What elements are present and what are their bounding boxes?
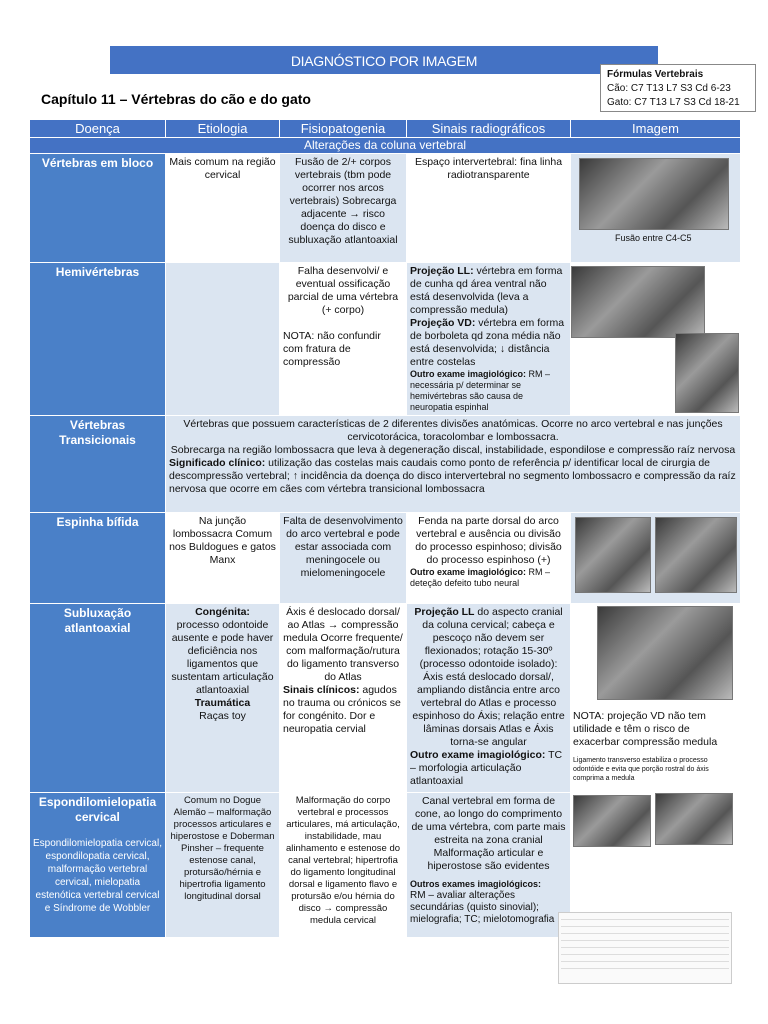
chapter-title: Capítulo 11 – Vértebras do cão e do gato: [41, 91, 311, 107]
header-etiologia: Etiologia: [166, 120, 279, 137]
row-espondilo-imagem: [571, 793, 740, 913]
row-bloco-etiologia: Mais comum na região cervical: [166, 154, 279, 262]
formula-cat: Gato: C7 T13 L7 S3 Cd 18-21: [607, 97, 740, 108]
sub-sin-text: agudos no trauma ou crónicos se for congénito. Dor e neuropatia cervial: [283, 684, 401, 735]
hemi-outro-text: RM – necessária p/ determinar se hemivértebras são causa de neuropatia espinhal: [410, 369, 551, 412]
row-sub-sinais: [407, 604, 570, 792]
sub-outro-text: TC – morfologia articulação atlantoaxial: [410, 749, 563, 787]
image-caption: Fusão entre C4-C5: [615, 233, 692, 243]
sub-outro-label: Outro exame imagiológico:: [410, 749, 546, 761]
row-bloco-sinais: Espaço intervertebral: fina linha radiotransparente: [407, 154, 570, 262]
radiograph-image: [579, 158, 729, 230]
sub-trau-label: Traumática: [194, 697, 251, 709]
sub-nota: NOTA: projeção VD não tem utilidade e têm o risco de exacerbar compressão medula: [573, 710, 718, 748]
sub-cong-text: processo odontoide ausente e pode haver deficiência nos ligamentos que sustentam articulação atlantoaxial: [171, 619, 274, 696]
hemi-vd-label: Projeção VD:: [410, 317, 476, 329]
row-bloco-imagem: [571, 154, 740, 262]
formulas-title: Fórmulas Vertebrais: [607, 69, 704, 80]
radiograph-image: [573, 795, 651, 847]
row-espondilo-sinais: [407, 793, 570, 937]
espondilo-synonyms: Espondilomielopatia cervical, espondilopatia cervical, malformação vertebral cervical, mielopatia estenótica vertebral cervical e Síndrome de Wobbler: [33, 838, 162, 914]
hemi-nota: NOTA: não confundir com fratura de compressão: [283, 330, 381, 368]
espondilo-sinais-text: Canal vertebral em forma de cone, ao longo do comprimento de uma vértebra, com parte mais estreita na zona cranial Malformação articular e hiperostose são evidentes: [411, 795, 566, 872]
sub-nota2: Ligamento transverso estabiliza o processo odontóide e evita que porção rostral do áxis comprima a medula: [573, 757, 709, 782]
row-bifida-etiologia: Na junção lombossacra Comum nos Buldogues e gatos Manx: [166, 513, 279, 603]
radiograph-image: [655, 793, 733, 845]
row-hemi-imagem: [571, 263, 740, 415]
row-bifida-fisio: Falta de desenvolvimento do arco vertebral e pode estar associada com meningocele ou mielomeningocele: [280, 513, 406, 603]
trans-p2: Sobrecarga na região lombossacra que leva à degeneração discal, instabilidade, espondilose e compressão raíz nervosa: [170, 444, 736, 456]
row-sub-name: Subluxação atlantoaxial: [30, 604, 165, 792]
sub-cong-label: Congénita:: [195, 606, 250, 618]
row-bloco-fisio: Fusão de 2/+ corpos vertebrais (tbm pode ocorrer nos arcos vertebrais) Sobrecarga adjacente → risco doença do disco e subluxação atlantoaxial: [280, 154, 406, 262]
espondilo-title: Espondilomielopatia cervical: [38, 795, 157, 824]
trans-sig-text: utilização das costelas mais caudais como ponto de referência p/ identificar local de cirurgia de descompressão vertebral; ↑ incidência da doença do disco intervertebral no segmento lombossacro e compressão da raíz nervosa que ocorre em cães com vértebra transicional lombossacra: [169, 457, 736, 495]
hemi-ll-label: Projeção LL:: [410, 265, 474, 277]
bifida-outro-label: Outro exame imagiológico:: [410, 567, 527, 577]
hemi-vd-text: vértebra em forma de borboleta qd zona média não está desenvolvida; ↓ distância entre costelas: [410, 317, 565, 368]
row-sub-etiologia: [166, 604, 279, 792]
hemi-ll-text: vértebra em forma de cunha qd área ventral não está desenvolvida (leva a compressão medula): [410, 265, 563, 316]
row-espondilo-fisio: Malformação do corpo vertebral e processos articulares, má articulação, instabilidade, mau alinhamento e estenose do canal vertebral; hipertrofia do ligamento longitudinal dorsal e ligamento flavo e protursão e/ou hérnia do disco → compressão medula cervical: [280, 793, 406, 937]
sub-fisio-text: Áxis é deslocado dorsal/ ao Atlas → compressão medula Ocorre frequente/ com malformação/rutura do ligamento transverso do Atlas: [283, 606, 403, 683]
row-hemi-fisio: [280, 263, 406, 415]
row-hemi-etiologia: [166, 263, 279, 415]
row-espondilo-name: [30, 793, 165, 937]
reference-table-image: [558, 912, 732, 984]
sub-trau-text: Raças toy: [199, 710, 246, 722]
bifida-sinais-text: Fenda na parte dorsal do arco vertebral e ausência ou divisão do processo espinhoso; divisão do processo espinhoso (+): [415, 515, 562, 566]
row-bifida-imagem: [571, 513, 740, 603]
espondilo-outro-label: Outros exames imagiológicos:: [410, 879, 542, 889]
radiograph-image: [655, 517, 737, 593]
trans-p1: Vértebras que possuem características de 2 diferentes divisões anatómicas. Ocorre no arco vertebral e nas junções cervicotorácica, toracolombar e lombossacra.: [183, 418, 723, 443]
row-trans-content: [166, 416, 740, 512]
formula-dog: Cão: C7 T13 L7 S3 Cd 6-23: [607, 83, 731, 94]
sub-ll-text: do aspecto cranial da coluna cervical; cabeça e pescoço não devem ser flexionados; rotação 15-30º (processo odontoide isolado): Áxis está deslocado dorsal/, ampliando distância entre arco vertebral do Atlas e processo espinhoso do Áxis; relação entre lâminas dorsais Atlas e Áxis torna-se angular: [412, 606, 565, 748]
sub-sin-label: Sinais clínicos:: [283, 684, 360, 696]
bifida-outro-text: RM – deteção defeito tubo neural: [410, 567, 551, 588]
hemi-outro-label: Outro exame imagiológico:: [410, 369, 527, 379]
header-imagem: Imagem: [571, 120, 740, 137]
radiograph-image: [675, 333, 739, 413]
section-header: Alterações da coluna vertebral: [30, 138, 740, 153]
sub-ll-label: Projeção LL: [414, 606, 475, 618]
formulas-box: [600, 64, 756, 112]
row-hemi-name: Hemivértebras: [30, 263, 165, 415]
row-bloco-name: Vértebras em bloco: [30, 154, 165, 262]
row-sub-imagem: [571, 604, 740, 792]
espondilo-outro-text: RM – avaliar alterações secundárias (quisto sinovial); mielografia; TC; mielotomografia: [410, 890, 555, 925]
trans-sig-label: Significado clínico:: [169, 457, 266, 469]
radiograph-image: [597, 606, 733, 700]
row-bifida-name: Espinha bífida: [30, 513, 165, 603]
header-doenca: Doença: [30, 120, 165, 137]
hemi-fisio-text: Falha desenvolvi/ e eventual ossificação parcial de uma vértebra (+ corpo): [287, 265, 399, 316]
row-trans-name: Vértebras Transicionais: [30, 416, 165, 512]
title-banner: DIAGNÓSTICO POR IMAGEM: [110, 46, 658, 74]
row-bifida-sinais: [407, 513, 570, 603]
radiograph-image: [575, 517, 651, 593]
row-sub-fisio: [280, 604, 406, 792]
row-espondilo-etiologia: Comum no Dogue Alemão – malformação processos articulares e hiperostose e Doberman Pinsher – frequente estenose canal, protursão/hérnia e hipertrofia ligamento longitudinal dorsal: [166, 793, 279, 937]
header-sinais: Sinais radiográficos: [407, 120, 570, 137]
header-fisiopatogenia: Fisiopatogenia: [280, 120, 406, 137]
radiograph-image: [571, 266, 705, 338]
row-hemi-sinais: [407, 263, 570, 415]
